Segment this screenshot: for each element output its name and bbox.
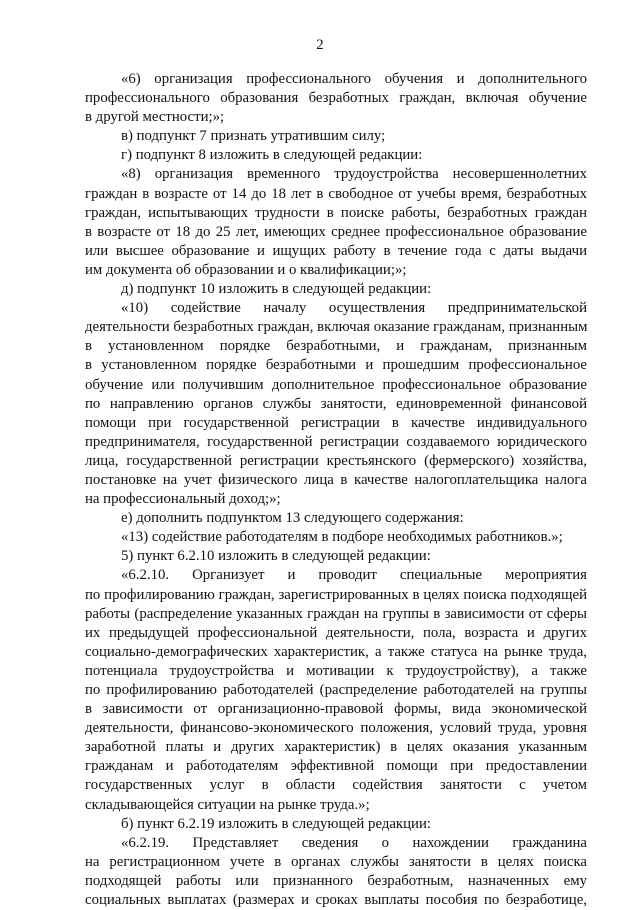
paragraph-first-line: д) подпункт 10 изложить в следующей редакции: [121, 281, 432, 298]
text-line: складывающейся ситуации на рынке труда.»; [85, 796, 370, 813]
text-line: постановке на учет физического лица в качестве налогоплательщика налога [85, 471, 587, 488]
text-line: деятельности безработных граждан, включая оказание гражданам, признанным [85, 319, 587, 336]
text-line: социальных выплатах (размерах и сроках выплаты пособия по безработице, [85, 892, 587, 909]
paragraph-first-line: е) дополнить подпунктом 13 следующего содержания: [121, 510, 464, 527]
text-line: профессионального образования безработных граждан, включая обучение [85, 90, 587, 107]
paragraph-first-line: «6) организация профессионального обучения и дополнительного [121, 71, 587, 87]
text-line: гражданам и работодателям эффективной помощи при предоставлении [85, 758, 587, 775]
text-line: помощи при государственной регистрации в качестве индивидуального [85, 414, 587, 431]
text-line: деятельности, финансово-экономического положения, условий труда, уровня [85, 720, 587, 737]
paragraph-first-line: г) подпункт 8 изложить в следующей редакции: [121, 147, 423, 164]
text-line: потенциала трудоустройства и мотивации к трудоустройству), а также [85, 662, 587, 679]
text-line: по профилированию работодателей (распределение работодателей на группы [85, 682, 587, 698]
text-line: на профессиональный доход;»; [85, 491, 281, 508]
text-line: граждан в возрасте от 14 до 18 лет в свободное от учебы время, безработных [85, 185, 587, 202]
text-line: их предыдущей профессиональной деятельности, пола, возраста и других [85, 624, 587, 641]
text-line: в установленном порядке безработными, и гражданам, признанным [85, 338, 587, 355]
text-line: граждан, испытывающих трудности в поиске работы, безработных граждан [85, 204, 587, 221]
paragraph-first-line: «6.2.19. Представляет сведения о нахождении гражданина [121, 834, 587, 851]
paragraph-first-line: 5) пункт 6.2.10 изложить в следующей редакции: [121, 548, 431, 565]
text-line: в зависимости от организационно-правовой формы, вида экономической [85, 701, 587, 718]
text-line: обучение или получившим дополнительное профессиональное образование [85, 376, 587, 393]
paragraph-first-line: «6.2.10. Организует и проводит специальные мероприятия [121, 567, 587, 584]
paragraph-first-line: «10) содействие началу осуществления предпринимательской [121, 300, 587, 317]
text-line: в возрасте от 18 до 25 лет, имеющих среднее профессиональное образование [85, 223, 587, 240]
text-line: подходящей работы или признанного безработным, назначенных ему [85, 872, 587, 889]
text-line: государственных услуг в области содействия занятости с учетом [85, 777, 587, 794]
text-line: работы (распределение указанных граждан на группы в зависимости от сферы [85, 605, 587, 622]
document-body [85, 70, 587, 910]
text-line: или высшее образование и ищущих работу в течение года с даты выдачи [85, 242, 587, 259]
paragraph-first-line: «8) организация временного трудоустройства несовершеннолетних [121, 166, 587, 183]
text-line: заработной платы и других характеристик) в целях оказания указанным [85, 739, 587, 756]
text-line: в установленном порядке безработными и прошедшим профессиональное [85, 357, 587, 374]
text-line: лица, государственной регистрации крестьянского (фермерского) хозяйства, [85, 452, 587, 469]
page-number: 2 [316, 37, 324, 53]
paragraph-first-line: «13) содействие работодателям в подборе необходимых работников.»; [121, 529, 563, 546]
text-line: им документа об образовании и о квалификации;»; [85, 261, 407, 278]
text-line: в другой местности;»; [85, 109, 225, 126]
text-line: социально-демографических характеристик, а также статуса на рынке труда, [85, 643, 587, 660]
text-line: на регистрационном учете в органах службы занятости в целях поиска [85, 853, 587, 870]
text-line: предпринимателя, государственной регистрации создаваемого юридического [85, 433, 587, 450]
paragraph-first-line: в) подпункт 7 признать утратившим силу; [121, 128, 386, 145]
text-line: по направлению органов службы занятости, единовременной финансовой [85, 395, 587, 412]
text-line: по профилированию граждан, зарегистрированных в целях поиска подходящей [85, 586, 587, 603]
paragraph-first-line: б) пункт 6.2.19 изложить в следующей редакции: [121, 815, 431, 832]
